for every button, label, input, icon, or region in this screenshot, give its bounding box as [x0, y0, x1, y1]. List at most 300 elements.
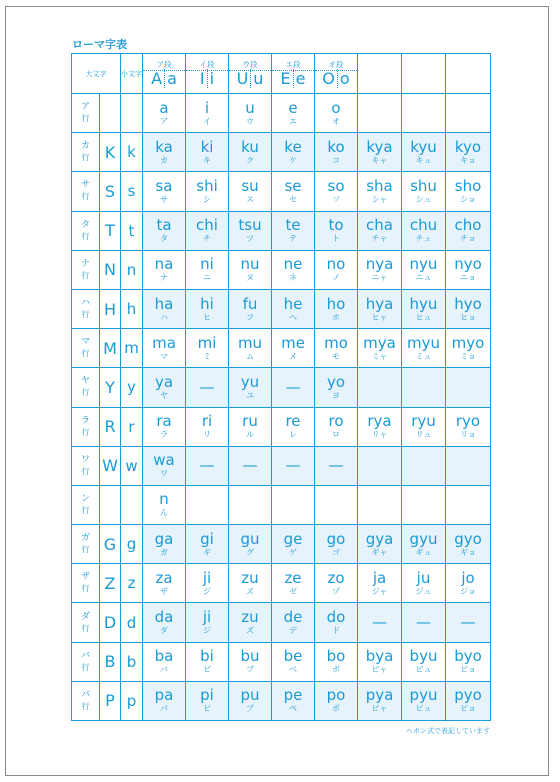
- syllable-cell: [315, 94, 358, 133]
- syllable-cell: [402, 681, 446, 720]
- dash-mark: —: [199, 377, 215, 396]
- lowercase-letter: k: [121, 133, 143, 172]
- kana-text: ポ: [332, 704, 340, 714]
- kana-text: ジュ: [415, 586, 432, 596]
- syllable-cell: [186, 603, 229, 642]
- kana-text: ヨ: [332, 390, 340, 400]
- table-row: [72, 603, 491, 642]
- kana-text: キョ: [460, 155, 476, 165]
- romaji-text: ju: [416, 568, 431, 587]
- syllable-cell: [186, 211, 229, 250]
- romaji-text: nu: [240, 255, 260, 274]
- page-title: ローマ字表: [72, 38, 127, 51]
- romaji-text: gyo: [454, 529, 482, 548]
- row-label: [72, 603, 100, 642]
- romaji-text: gu: [240, 529, 260, 548]
- romaji-text: kyo: [454, 137, 482, 156]
- syllable-cell: [272, 94, 315, 133]
- romaji-text: za: [155, 568, 173, 587]
- syllable-cell: [229, 133, 272, 172]
- kana-text: ロ: [332, 430, 340, 440]
- romaji-text: bya: [365, 647, 394, 666]
- dash-mark: —: [328, 456, 344, 475]
- row-gyo: 行: [81, 153, 90, 163]
- syllable-cell: [402, 211, 446, 250]
- syllable-cell: [229, 407, 272, 446]
- kana-text: ユ: [246, 390, 254, 400]
- syllable-cell: [315, 446, 358, 485]
- romaji-text: do: [326, 608, 346, 627]
- row-kana: カ: [80, 141, 90, 152]
- romaji-text: na: [154, 255, 174, 274]
- syllable-cell: [402, 289, 446, 328]
- syllable-cell: [272, 133, 315, 172]
- table-row: [72, 133, 491, 172]
- row-label: [72, 289, 100, 328]
- romaji-text: pe: [283, 686, 303, 705]
- syllable-cell: [446, 603, 491, 642]
- syllable-cell: [446, 564, 491, 603]
- kana-text: ナ: [160, 273, 168, 283]
- syllable-cell: [272, 564, 315, 603]
- kana-text: ム: [246, 351, 254, 361]
- vowel-column-header: [229, 54, 272, 94]
- kana-text: ボ: [332, 665, 340, 675]
- uppercase-letter: M: [100, 329, 121, 368]
- uppercase-letter: B: [100, 642, 121, 681]
- syllable-cell: [358, 211, 402, 250]
- kana-text: ソ: [332, 194, 340, 204]
- row-kana: タ: [80, 219, 90, 230]
- kana-text: マ: [160, 351, 168, 361]
- romaji-text: nyu: [409, 255, 438, 274]
- kana-text: コ: [332, 155, 340, 165]
- kana-text: ゴ: [332, 547, 340, 557]
- romaji-text: po: [326, 686, 346, 705]
- syllable-cell: [402, 642, 446, 681]
- syllable-cell: [186, 525, 229, 564]
- dash-mark: —: [242, 456, 258, 475]
- row-kana: バ: [80, 650, 90, 661]
- dash-mark: —: [285, 456, 301, 475]
- kana-text: ラ: [160, 430, 168, 440]
- lowercase-header: 小文字: [121, 54, 143, 94]
- kana-text: ブ: [246, 665, 254, 675]
- vowel-lower: u: [253, 68, 264, 88]
- syllable-cell: [186, 564, 229, 603]
- kana-text: ビャ: [371, 665, 388, 675]
- syllable-cell: [272, 368, 315, 407]
- lowercase-letter: n: [121, 250, 143, 289]
- syllable-cell: [315, 603, 358, 642]
- table-row: [72, 681, 491, 720]
- row-kana: ナ: [80, 258, 90, 269]
- table-row: [72, 211, 491, 250]
- kana-text: ギ: [203, 547, 211, 557]
- romaji-text: pya: [365, 686, 394, 705]
- romaji-text: ga: [154, 529, 174, 548]
- romaji-text: ze: [284, 568, 302, 587]
- syllable-cell: [229, 525, 272, 564]
- romaji-text: ji: [202, 608, 212, 627]
- syllable-cell: [446, 525, 491, 564]
- kana-text: ミョ: [460, 351, 476, 361]
- romaji-text: byu: [409, 647, 438, 666]
- kana-text: セ: [289, 194, 297, 204]
- row-gyo: 行: [81, 114, 90, 124]
- uppercase-letter: N: [100, 250, 121, 289]
- kana-text: シュ: [415, 194, 432, 204]
- romaji-text: ko: [327, 137, 345, 156]
- romaji-text: ke: [284, 137, 302, 156]
- uppercase-letter: P: [100, 681, 121, 720]
- syllable-cell: [186, 289, 229, 328]
- kana-text: ド: [332, 626, 340, 636]
- row-kana: ダ: [80, 611, 90, 622]
- kana-text: ベ: [289, 665, 297, 675]
- romaji-text: pi: [200, 686, 214, 705]
- kana-text: テ: [289, 234, 297, 244]
- row-label: [72, 250, 100, 289]
- syllable-cell: [143, 368, 186, 407]
- syllable-cell: [402, 94, 446, 133]
- kana-text: ズ: [246, 626, 254, 636]
- table-row: [72, 329, 491, 368]
- syllable-cell: [229, 564, 272, 603]
- romaji-text: hyu: [409, 294, 438, 313]
- romaji-text: sha: [366, 176, 393, 195]
- romaji-text: ha: [154, 294, 174, 313]
- uppercase-header: 大文字: [72, 54, 121, 94]
- row-gyo: 行: [81, 466, 90, 476]
- row-gyo: 行: [81, 623, 90, 633]
- row-label: [72, 211, 100, 250]
- uppercase-letter: G: [100, 525, 121, 564]
- romaji-text: kya: [366, 137, 393, 156]
- syllable-cell: [402, 603, 446, 642]
- lowercase-letter: r: [121, 407, 143, 446]
- syllable-cell: [446, 642, 491, 681]
- romaji-text: sho: [454, 176, 482, 195]
- vowel-column-label: ア段: [143, 60, 185, 71]
- kana-text: ギャ: [371, 547, 388, 557]
- row-kana: ア: [80, 102, 90, 113]
- lowercase-letter: p: [121, 681, 143, 720]
- kana-text: カ: [160, 155, 168, 165]
- syllable-cell: [143, 525, 186, 564]
- vowel-column-header: [186, 54, 229, 94]
- row-gyo: 行: [81, 231, 90, 241]
- romaji-text: nyo: [454, 255, 482, 274]
- dash-mark: —: [460, 613, 476, 632]
- syllable-cell: [358, 368, 402, 407]
- syllable-cell: [272, 485, 315, 524]
- table-row: [72, 172, 491, 211]
- romaji-text: gya: [365, 529, 394, 548]
- row-kana: ラ: [80, 415, 90, 426]
- kana-text: デ: [289, 626, 297, 636]
- romaji-text: pu: [240, 686, 260, 705]
- romaji-text: fu: [242, 294, 258, 313]
- romaji-text: pyo: [454, 686, 482, 705]
- syllable-cell: [358, 525, 402, 564]
- kana-text: ヒュ: [415, 312, 432, 322]
- lowercase-letter: z: [121, 564, 143, 603]
- syllable-cell: [446, 94, 491, 133]
- syllable-cell: [272, 642, 315, 681]
- kana-text: ハ: [160, 312, 168, 322]
- dash-mark: —: [416, 613, 431, 632]
- syllable-cell: [402, 250, 446, 289]
- kana-text: メ: [289, 351, 297, 361]
- kana-text: リュ: [415, 430, 432, 440]
- romaji-text: te: [285, 216, 301, 235]
- kana-text: ガ: [160, 547, 168, 557]
- kana-text: パ: [160, 704, 168, 714]
- uppercase-letter: H: [100, 289, 121, 328]
- romaji-text: e: [288, 98, 298, 117]
- romaji-text: ryu: [411, 412, 436, 431]
- syllable-cell: [446, 211, 491, 250]
- kana-text: フ: [246, 312, 254, 322]
- syllable-cell: [186, 485, 229, 524]
- romaji-text: de: [283, 608, 303, 627]
- syllable-cell: [315, 211, 358, 250]
- romaji-text: n: [159, 490, 169, 509]
- syllable-cell: [358, 329, 402, 368]
- uppercase-letter: R: [100, 407, 121, 446]
- romaji-text: ja: [372, 568, 387, 587]
- kana-text: ギョ: [460, 547, 476, 557]
- table-row: [72, 642, 491, 681]
- syllable-cell: [229, 446, 272, 485]
- romaji-text: ni: [200, 255, 214, 274]
- kana-text: ギュ: [415, 547, 432, 557]
- row-gyo: 行: [81, 701, 90, 711]
- kana-text: モ: [332, 351, 340, 361]
- romaji-text: bu: [240, 647, 260, 666]
- syllable-cell: [229, 603, 272, 642]
- romaji-text: hi: [200, 294, 214, 313]
- kana-text: キ: [203, 155, 211, 165]
- table-row: [72, 564, 491, 603]
- kana-text: ヘ: [289, 312, 297, 322]
- row-gyo: 行: [81, 505, 90, 515]
- romaji-text: ryo: [455, 412, 481, 431]
- syllable-cell: [402, 446, 446, 485]
- kana-text: ビョ: [460, 665, 476, 675]
- kana-text: プ: [246, 704, 254, 714]
- syllable-cell: [358, 446, 402, 485]
- romaji-text: mi: [197, 333, 217, 352]
- row-label: [72, 446, 100, 485]
- kana-text: ゼ: [289, 586, 297, 596]
- table-row: [72, 407, 491, 446]
- uppercase-letter: K: [100, 133, 121, 172]
- kana-text: ミュ: [415, 351, 432, 361]
- vowel-lower: i: [209, 68, 215, 88]
- romaji-text: so: [327, 176, 345, 195]
- kana-text: ネ: [289, 273, 297, 283]
- row-label: [72, 329, 100, 368]
- romaji-text: cha: [366, 216, 393, 235]
- romaji-text: ya: [154, 372, 174, 391]
- kana-text: シャ: [371, 194, 388, 204]
- header-row: [72, 54, 491, 94]
- syllable-cell: [315, 368, 358, 407]
- kana-text: ショ: [460, 194, 476, 204]
- romaji-text: ho: [326, 294, 346, 313]
- romaji-text: chu: [409, 216, 438, 235]
- syllable-cell: [186, 94, 229, 133]
- syllable-cell: [229, 642, 272, 681]
- kana-text: ミ: [203, 351, 211, 361]
- row-label: [72, 681, 100, 720]
- row-gyo: 行: [81, 545, 90, 555]
- kana-text: ジ: [203, 586, 211, 596]
- romaji-text: he: [283, 294, 303, 313]
- row-gyo: 行: [81, 388, 90, 398]
- romaji-text: chi: [196, 216, 218, 235]
- syllable-cell: [358, 94, 402, 133]
- romaji-text: i: [204, 98, 210, 117]
- kana-text: ニャ: [371, 273, 388, 283]
- syllable-cell: [186, 172, 229, 211]
- syllable-cell: [143, 329, 186, 368]
- syllable-cell: [358, 172, 402, 211]
- syllable-cell: [272, 446, 315, 485]
- syllable-cell: [358, 250, 402, 289]
- empty-header-cell: [446, 54, 491, 94]
- kana-text: チョ: [460, 234, 476, 244]
- uppercase-letter: W: [100, 446, 121, 485]
- kana-text: ヒャ: [371, 312, 388, 322]
- romaji-text: ne: [283, 255, 303, 274]
- vowel-upper: A: [151, 69, 165, 88]
- romaji-text: shu: [410, 176, 437, 195]
- romaji-text: nya: [365, 255, 394, 274]
- romaji-text: to: [328, 216, 344, 235]
- romaji-text: ma: [152, 333, 176, 352]
- syllable-cell: [143, 564, 186, 603]
- row-kana: ガ: [80, 533, 90, 544]
- syllable-cell: [229, 211, 272, 250]
- romaji-text: yu: [240, 372, 260, 391]
- kana-text: ペ: [289, 704, 297, 714]
- romaji-text: ka: [155, 137, 173, 156]
- lowercase-letter: s: [121, 172, 143, 211]
- kana-text: ピョ: [460, 704, 476, 714]
- syllable-cell: [315, 250, 358, 289]
- lowercase-letter: m: [121, 329, 143, 368]
- romaji-text: rya: [367, 412, 392, 431]
- syllable-cell: [186, 368, 229, 407]
- kana-text: ん: [160, 508, 168, 518]
- syllable-cell: [143, 446, 186, 485]
- kana-text: ゲ: [289, 547, 297, 557]
- romaji-text: ge: [283, 529, 303, 548]
- romaji-text: ri: [201, 412, 213, 431]
- dash-mark: —: [372, 613, 387, 632]
- kana-text: ピ: [203, 704, 211, 714]
- syllable-cell: [272, 407, 315, 446]
- romaji-text: se: [284, 176, 302, 195]
- kana-text: イ: [203, 116, 211, 126]
- uppercase-letter: S: [100, 172, 121, 211]
- row-gyo: 行: [81, 584, 90, 594]
- kana-text: ル: [246, 430, 254, 440]
- syllable-cell: [229, 368, 272, 407]
- syllable-cell: [272, 681, 315, 720]
- syllable-cell: [272, 172, 315, 211]
- syllable-cell: [186, 329, 229, 368]
- row-kana: サ: [80, 180, 90, 191]
- romaji-text: gi: [200, 529, 214, 548]
- romaji-text: mya: [363, 333, 396, 352]
- row-kana: ワ: [80, 454, 90, 465]
- syllable-cell: [143, 94, 186, 133]
- syllable-cell: [186, 446, 229, 485]
- syllable-cell: [446, 329, 491, 368]
- row-kana: ハ: [80, 298, 90, 309]
- syllable-cell: [143, 407, 186, 446]
- lowercase-letter: h: [121, 289, 143, 328]
- syllable-cell: [143, 603, 186, 642]
- syllable-cell: [143, 250, 186, 289]
- lowercase-letter: g: [121, 525, 143, 564]
- lowercase-letter: b: [121, 642, 143, 681]
- row-kana: パ: [80, 689, 90, 700]
- romaji-text: zo: [327, 568, 345, 587]
- vowel-lower: o: [339, 68, 350, 88]
- syllable-cell: [186, 133, 229, 172]
- kana-text: ケ: [289, 155, 297, 165]
- kana-text: チャ: [371, 234, 388, 244]
- kana-text: エ: [289, 116, 297, 126]
- syllable-cell: [143, 133, 186, 172]
- vowel-lower: e: [295, 68, 306, 88]
- syllable-cell: [446, 407, 491, 446]
- syllable-cell: [229, 289, 272, 328]
- kana-text: ニュ: [415, 273, 432, 283]
- row-gyo: 行: [81, 349, 90, 359]
- syllable-cell: [315, 407, 358, 446]
- romaji-text: ki: [200, 137, 214, 156]
- syllable-cell: [186, 681, 229, 720]
- romaji-text: ba: [154, 647, 174, 666]
- syllable-cell: [229, 94, 272, 133]
- syllable-cell: [315, 133, 358, 172]
- syllable-cell: [358, 407, 402, 446]
- syllable-cell: [402, 368, 446, 407]
- syllable-cell: [143, 681, 186, 720]
- romaji-text: jo: [461, 568, 475, 587]
- romaji-text: re: [285, 412, 301, 431]
- row-kana: マ: [80, 337, 90, 348]
- vowel-upper: E: [281, 69, 294, 88]
- romaji-text: myo: [451, 333, 485, 352]
- kana-text: キャ: [371, 155, 388, 165]
- romaji-text: pa: [154, 686, 174, 705]
- kana-text: ピュ: [415, 704, 432, 714]
- row-label: [72, 485, 100, 524]
- romaji-text: da: [154, 608, 174, 627]
- syllable-cell: [446, 133, 491, 172]
- kana-text: バ: [160, 665, 168, 675]
- uppercase-letter: Y: [100, 368, 121, 407]
- kana-text: ホ: [332, 312, 340, 322]
- romaji-text: ra: [156, 412, 172, 431]
